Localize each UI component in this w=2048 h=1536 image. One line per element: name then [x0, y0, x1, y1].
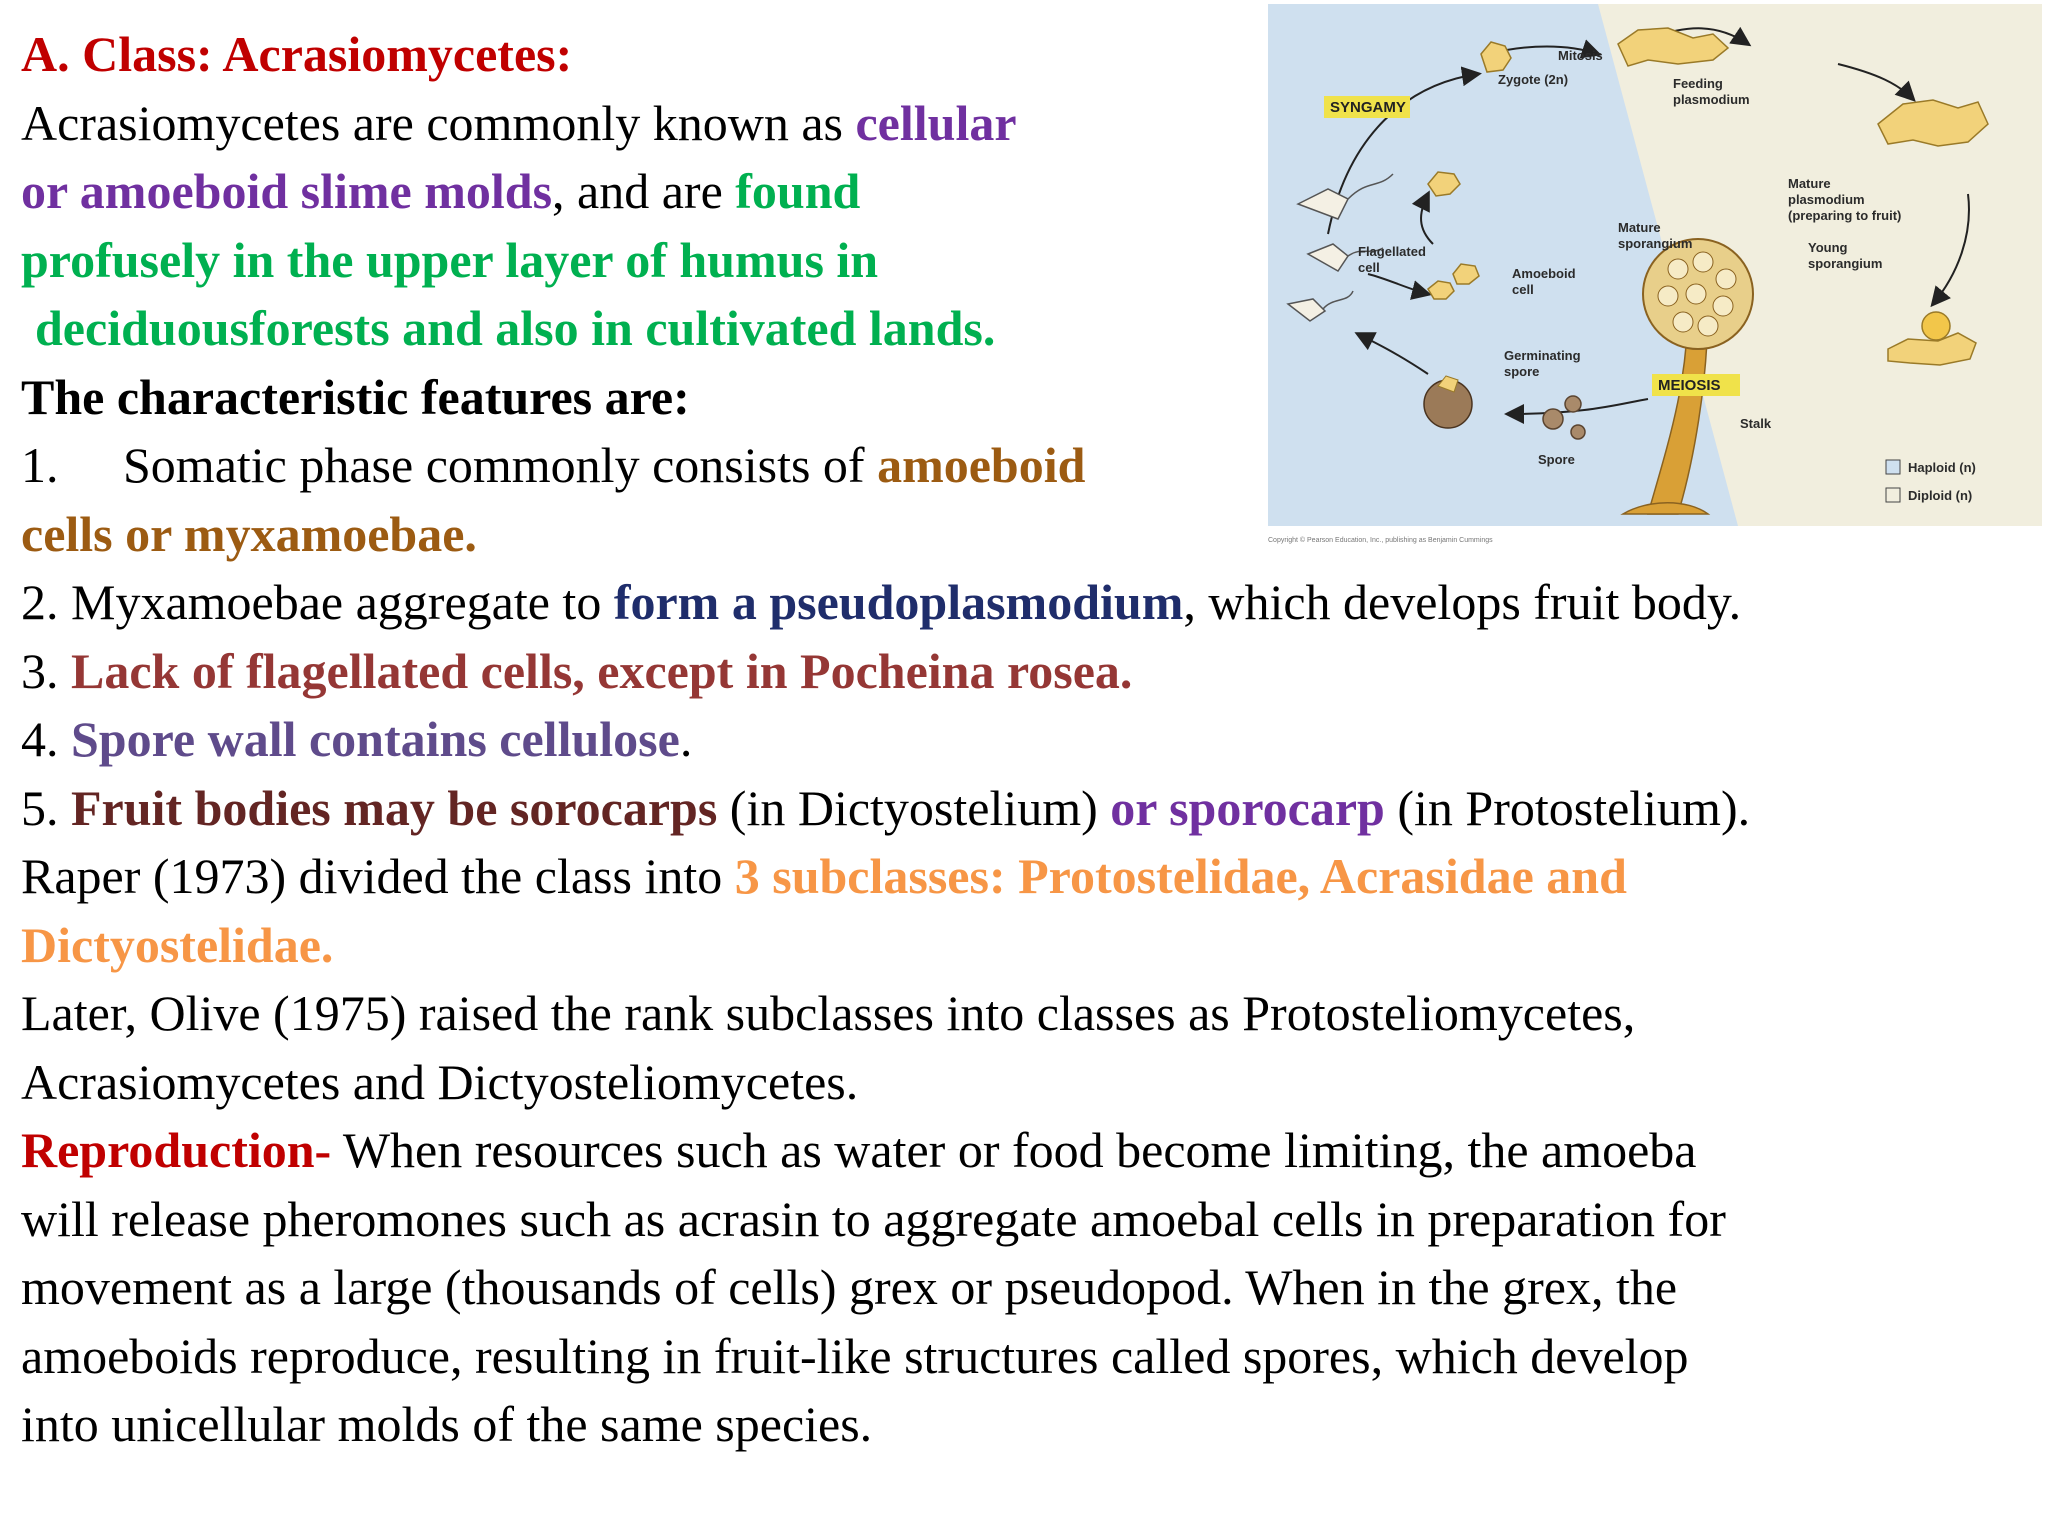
olive-line-2	[21, 1048, 2031, 1117]
diploid-legend-label: Diploid (n)	[1908, 488, 1973, 503]
feature-5-text: (in Protostelium).	[1384, 779, 1751, 836]
germinating-label-1: Germinating	[1504, 348, 1581, 363]
olive-text: Later, Olive (1975) raised the rank subclasses into classes as Protosteliomycetes,	[21, 985, 1636, 1041]
spore-shape	[1565, 396, 1581, 412]
reproduction-line-4	[21, 1322, 2031, 1391]
reproduction-label: Reproduction-	[21, 1122, 332, 1178]
amoeboid-label-2: cell	[1512, 282, 1534, 297]
young-sporangium-label-2: sporangium	[1808, 256, 1883, 271]
feature-3-number: 3.	[21, 642, 71, 699]
flagellated-label-2: cell	[1358, 260, 1380, 275]
reproduction-line-1	[21, 1116, 2031, 1185]
feature-2	[21, 568, 2031, 637]
diploid-legend-swatch	[1886, 488, 1900, 502]
haploid-legend-label: Haploid (n)	[1908, 460, 1976, 475]
reproduction-text: into unicellular molds of the same species.	[21, 1396, 873, 1452]
intro-habitat: profusely in the upper layer of humus in	[21, 231, 879, 288]
intro-text: , and are	[552, 163, 736, 219]
reproduction-line-3	[21, 1253, 2031, 1322]
germinating-label-2: spore	[1504, 364, 1540, 379]
feature-5-text: (in Dictyostelium)	[717, 779, 1111, 836]
spore-shape	[1543, 409, 1563, 429]
young-sporangium-head	[1922, 312, 1950, 340]
life-cycle-svg	[1268, 4, 2042, 548]
meiosis-label: MEIOSIS	[1658, 377, 1721, 394]
feature-1-highlight: cells or myxamoebae.	[21, 505, 477, 562]
reproduction-text: When resources such as water or food become limiting, the amoeba	[331, 1122, 1697, 1178]
feature-4-number: 4.	[21, 711, 71, 767]
feature-3-highlight: Lack of flagellated cells, except in Pocheina rosea.	[71, 642, 1133, 699]
feeding-plasmodium-shape	[1618, 28, 1728, 66]
spore-shape	[1571, 425, 1585, 439]
feature-5-highlight: Fruit bodies may be sorocarps	[71, 779, 718, 836]
reproduction-text: movement as a large (thousands of cells) grex or pseudopod. When in the grex, the	[21, 1259, 1678, 1315]
intro-habitat: deciduousforests and also in cultivated lands.	[35, 300, 996, 356]
reproduction-text: amoeboids reproduce, resulting in fruit-like structures called spores, which develop	[21, 1327, 1689, 1384]
olive-text: Acrasiomycetes and Dictyosteliomycetes.	[21, 1053, 859, 1110]
mature-sporangium-label-1: Mature	[1618, 220, 1661, 235]
raper-text: Raper (1973) divided the class into	[21, 848, 735, 904]
mature-plasmodium-label-1: Mature	[1788, 176, 1831, 191]
copyright-caption: Copyright © Pearson Education, Inc., publishing as Benjamin Cummings	[1268, 537, 1493, 544]
raper-highlight: 3 subclasses: Protostelidae, Acrasidae and	[734, 848, 1627, 904]
intro-highlight: cellular	[855, 94, 1017, 151]
feeding-label-1: Feeding	[1673, 76, 1723, 91]
stalk-label: Stalk	[1740, 416, 1772, 431]
reproduction-line-2	[21, 1185, 2031, 1254]
mature-plasmodium-label-3: (preparing to fruit)	[1788, 208, 1902, 223]
reproduction-line-5	[21, 1390, 2031, 1459]
raper-line-2	[21, 911, 2031, 980]
mitosis-label: Mitosis	[1558, 48, 1603, 63]
feature-5-number: 5.	[21, 779, 71, 836]
haploid-legend-swatch	[1886, 460, 1900, 474]
feeding-label-2: plasmodium	[1673, 92, 1750, 107]
feature-4-text: .	[679, 711, 693, 767]
young-sporangium-label-1: Young	[1808, 240, 1848, 255]
syngamy-label: SYNGAMY	[1330, 99, 1406, 116]
feature-3	[21, 637, 2031, 706]
feature-5	[21, 774, 2031, 843]
mature-sporangium-label-2: sporangium	[1618, 236, 1693, 251]
intro-text: Acrasiomycetes are commonly known as	[21, 94, 856, 151]
feature-1-text: Somatic phase commonly consists of	[123, 437, 878, 493]
flagellated-label-1: Flagellated	[1358, 244, 1426, 259]
feature-4	[21, 705, 2031, 774]
feature-1-number: 1.	[21, 437, 59, 493]
raper-highlight: Dictyostelidae.	[21, 916, 334, 973]
intro-highlight: or amoeboid slime molds	[21, 163, 553, 219]
features-heading-text: The characteristic features are:	[21, 368, 690, 425]
feature-1-highlight: amoeboid	[877, 437, 1086, 493]
intro-habitat: found	[735, 163, 861, 219]
feature-5-highlight: or sporocarp	[1110, 779, 1385, 836]
spore-label: Spore	[1538, 452, 1575, 467]
feature-4-highlight: Spore wall contains cellulose	[71, 711, 680, 767]
zygote-label: Zygote (2n)	[1498, 72, 1569, 87]
reproduction-text: will release pheromones such as acrasin to aggregate amoebal cells in preparation for	[21, 1190, 1726, 1247]
feature-2-text: , which develops fruit body.	[1183, 574, 1742, 630]
mature-plasmodium-label-2: plasmodium	[1788, 192, 1865, 207]
raper-line-1	[21, 842, 2031, 911]
feature-2-highlight: form a pseudoplasmodium	[613, 574, 1184, 630]
olive-line-1	[21, 979, 2031, 1048]
feature-2-text: 2. Myxamoebae aggregate to	[21, 574, 614, 630]
amoeboid-label-1: Amoeboid	[1512, 266, 1576, 281]
heading-text: A. Class: Acrasiomycetes:	[21, 26, 573, 82]
life-cycle-diagram	[1268, 4, 2042, 548]
